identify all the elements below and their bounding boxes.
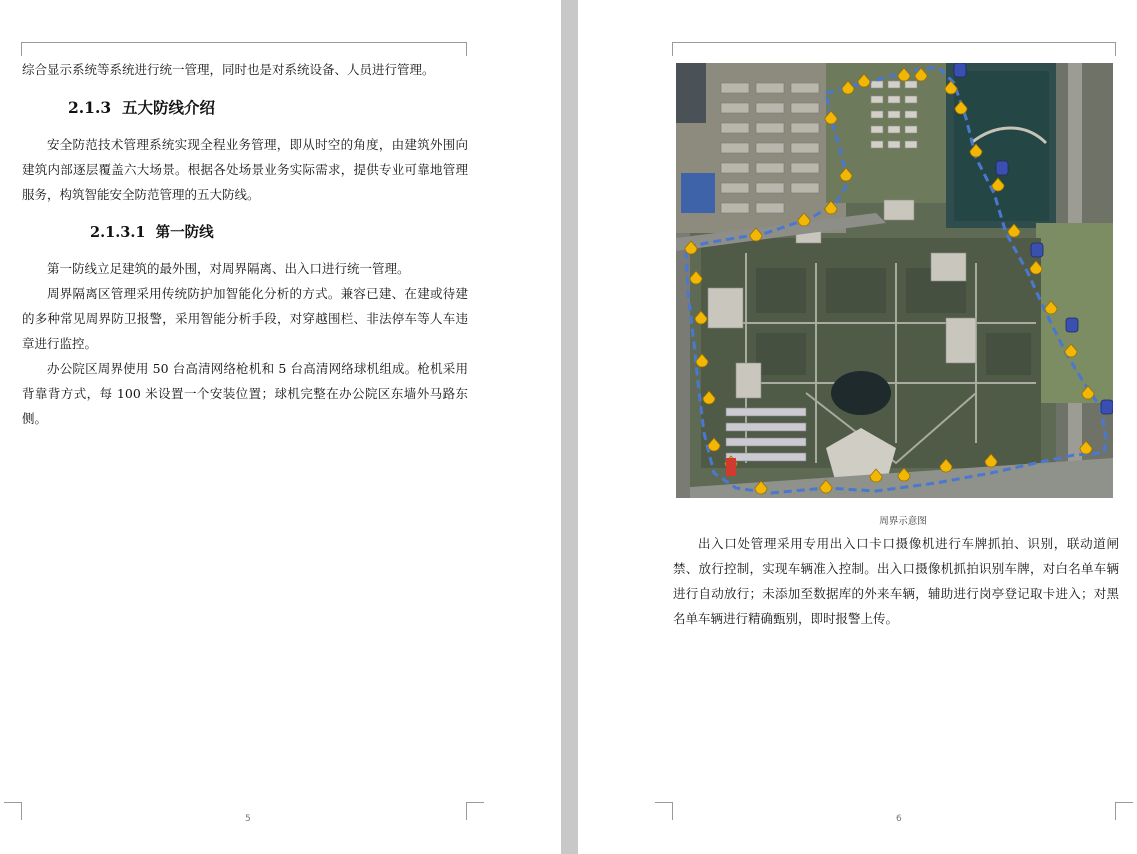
- gun-camera-icon: [1082, 386, 1094, 399]
- gun-camera-icon: [898, 68, 910, 81]
- crop-mark-top-right: [1115, 42, 1133, 56]
- dome-camera-icon: [1031, 243, 1043, 257]
- gun-camera-icon: [840, 168, 852, 181]
- gun-camera-icon: [985, 454, 997, 467]
- gun-camera-icon: [915, 68, 927, 81]
- figure-caption: 周界示意图: [879, 516, 927, 527]
- gun-camera-icon: [750, 228, 762, 241]
- gun-camera-icon: [690, 271, 702, 284]
- gun-camera-icon: [696, 354, 708, 367]
- gun-camera-icon: [970, 144, 982, 157]
- gun-camera-icon: [955, 101, 967, 114]
- dome-camera-icon: [954, 63, 966, 77]
- paragraph-first-line: 第一防线立足建筑的最外围，对周界隔离、出入口进行统一管理。: [47, 261, 410, 276]
- gun-camera-icon: [708, 438, 720, 451]
- heading-number: 2.1.3.1: [90, 224, 146, 241]
- heading-2-1-3-1: [90, 221, 214, 242]
- gun-camera-icon: [798, 213, 810, 226]
- paragraph-213: 安全防范技术管理系统实现全程业务管理，即从时空的角度，由建筑外围向建筑内部逐层覆盖六大场景。根据各处场景业务实际需求，提供专业可靠地管理服务，构筑智能安全防范管理的五大防线。: [22, 137, 468, 202]
- gun-camera-icon: [1030, 261, 1042, 274]
- entrance-marker: [726, 458, 736, 476]
- intro-line: 综合显示系统等系统进行统一管理，同时也是对系统设备、人员进行管理。: [22, 62, 435, 77]
- heading-2-1-3: [68, 96, 215, 118]
- gun-camera-icon: [1080, 441, 1092, 454]
- page-number: 6: [896, 814, 902, 824]
- crop-mark-bottom-left: [655, 802, 673, 820]
- crop-mark-top-left: [0, 42, 22, 56]
- gun-camera-icon: [825, 111, 837, 124]
- heading-title: 五大防线介绍: [121, 98, 215, 117]
- heading-title: 第一防线: [155, 224, 214, 241]
- gun-camera-icon: [992, 178, 1004, 191]
- crop-mark-top-left: [655, 42, 673, 56]
- paragraph-cameras: 办公院区周界使用 50 台高清网络枪机和 5 台高清网络球机组成。枪机采用背靠背方式，每 100 米设置一个安装位置；球机完整在办公院区东墙外马路东侧。: [22, 361, 468, 426]
- dome-camera-icon: [1101, 400, 1113, 414]
- gun-camera-icon: [1065, 344, 1077, 357]
- perimeter-satellite-map: [676, 63, 1113, 498]
- gun-camera-icon: [945, 81, 957, 94]
- gun-camera-icon: [820, 480, 832, 493]
- document-page-6: [578, 0, 1137, 854]
- gun-camera-icon: [1045, 301, 1057, 314]
- gun-camera-icon: [940, 459, 952, 472]
- page-gutter: [561, 0, 578, 854]
- page-number: 5: [245, 814, 251, 824]
- gun-camera-icon: [842, 81, 854, 94]
- gun-camera-icon: [858, 74, 870, 87]
- gun-camera-icon: [870, 469, 882, 482]
- gun-camera-icon: [825, 201, 837, 214]
- dome-camera-icon: [996, 161, 1008, 175]
- paragraph-entrance: 出入口处管理采用专用出入口卡口摄像机进行车牌抓拍、识别，联动道闸禁、放行控制，实现车辆准入控制。出入口摄像机抓拍识别车牌，对白名单车辆进行自动放行；未添加至数据库的外来车辆，辅助进行岗亭登记取卡进入；对黑名单车辆进行精确甄别，即时报警上传。: [673, 536, 1119, 626]
- header-rule: [673, 42, 1115, 43]
- crop-mark-top-right: [466, 42, 484, 56]
- gun-camera-icon: [685, 241, 697, 254]
- header-rule: [22, 42, 466, 43]
- gun-camera-icon: [898, 468, 910, 481]
- dome-camera-icon: [1066, 318, 1078, 332]
- gun-camera-icon: [1008, 224, 1020, 237]
- heading-number: 2.1.3: [68, 98, 112, 117]
- crop-mark-bottom-right: [466, 802, 484, 820]
- paragraph-perimeter: 周界隔离区管理采用传统防护加智能化分析的方式。兼容已建、在建或待建的多种常见周界防卫报警，采用智能分析手段，对穿越围栏、非法停车等人车违章进行监控。: [22, 286, 468, 351]
- crop-mark-bottom-left: [4, 802, 22, 820]
- document-page-5: [0, 0, 561, 854]
- gun-camera-icon: [703, 391, 715, 404]
- gun-camera-icon: [695, 311, 707, 324]
- gun-camera-icon: [755, 481, 767, 494]
- crop-mark-bottom-right: [1115, 802, 1133, 820]
